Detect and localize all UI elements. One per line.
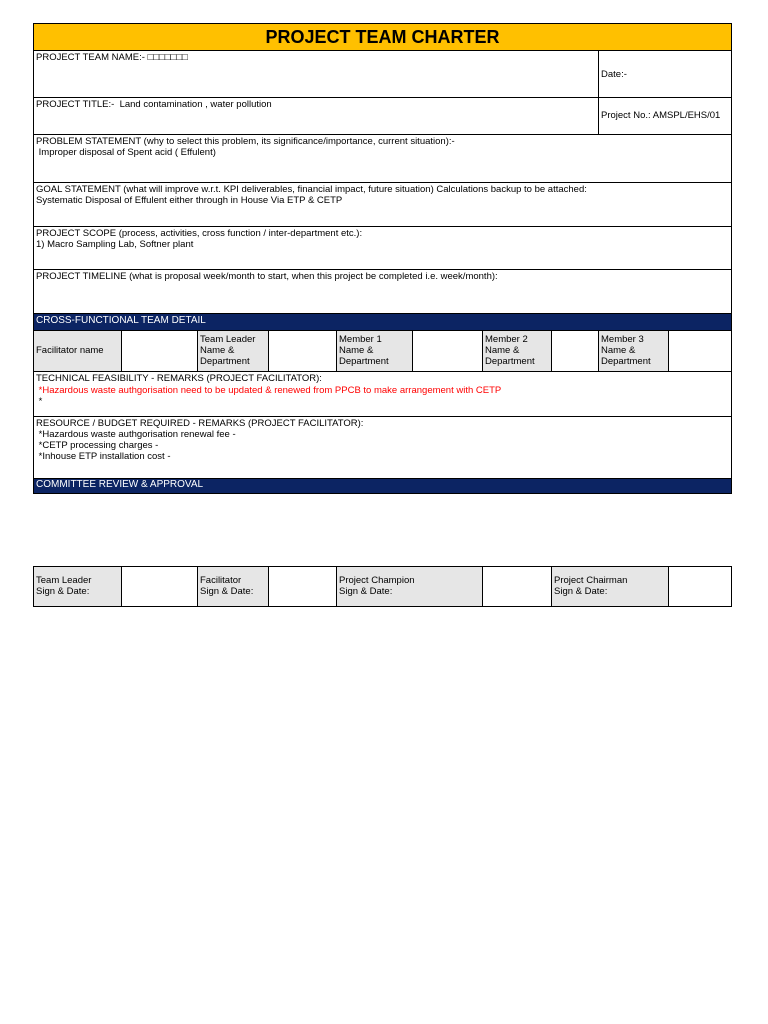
team-leader-signature-field[interactable]	[121, 566, 198, 607]
resource-budget-cell[interactable]	[33, 416, 732, 479]
project-title-label: PROJECT TITLE:- Land contamination , water pollution	[36, 99, 272, 110]
champion-sign-label: Project Champion Sign & Date:	[339, 575, 415, 597]
date-cell[interactable]	[598, 50, 732, 98]
problem-statement-text: PROBLEM STATEMENT (why to select this problem, its significance/importance, current situation):- Improper disposal of Spent acid ( Effulent)	[36, 136, 455, 158]
technical-feasibility-cell[interactable]	[33, 371, 732, 417]
facilitator-signature-field[interactable]	[268, 566, 337, 607]
team-leader-label-cell	[197, 330, 269, 372]
team-leader-label: Team Leader Name & Department	[200, 334, 256, 367]
member1-name-field[interactable]	[412, 330, 483, 372]
goal-statement-cell[interactable]	[33, 182, 732, 227]
facilitator-label: Facilitator name	[36, 345, 104, 356]
project-scope-cell[interactable]	[33, 226, 732, 270]
goal-statement-text: GOAL STATEMENT (what will improve w.r.t. KPI deliverables, financial impact, future situation) Calculations backup to be attached: Systematic Disposal of Effulent either through in House Via ETP & CETP	[36, 184, 587, 206]
project-timeline-cell[interactable]	[33, 269, 732, 314]
team-leader-sign-label-cell	[33, 566, 122, 607]
member2-label: Member 2 Name & Department	[485, 334, 535, 367]
facilitator-sign-label-cell	[197, 566, 269, 607]
member1-label-cell	[336, 330, 413, 372]
project-number-cell[interactable]	[598, 97, 732, 135]
project-number-label: Project No.: AMSPL/EHS/01	[601, 110, 721, 121]
resource-budget-text: RESOURCE / BUDGET REQUIRED - REMARKS (PROJECT FACILITATOR): *Hazardous waste authgorisation renewal fee - *CETP processing charges - *Inhouse ETP installation cost -	[36, 418, 364, 462]
project-title-cell[interactable]	[33, 97, 599, 135]
team-leader-name-field[interactable]	[268, 330, 337, 372]
member2-name-field[interactable]	[551, 330, 599, 372]
team-name-cell[interactable]	[33, 50, 599, 98]
member1-label: Member 1 Name & Department	[339, 334, 389, 367]
technical-feasibility-remark: *Hazardous waste authgorisation need to be updated & renewed from PPCB to make arrangement with CETP	[36, 385, 502, 396]
cross-functional-header: CROSS-FUNCTIONAL TEAM DETAIL	[33, 313, 732, 331]
facilitator-sign-label: Facilitator Sign & Date:	[200, 575, 254, 597]
committee-review-header: COMMITTEE REVIEW & APPROVAL	[33, 478, 732, 494]
champion-signature-field[interactable]	[482, 566, 552, 607]
chairman-sign-label: Project Chairman Sign & Date:	[554, 575, 628, 597]
technical-feasibility-heading: TECHNICAL FEASIBILITY - REMARKS (PROJECT FACILITATOR):	[36, 373, 322, 384]
technical-feasibility-remark-2: *	[36, 396, 43, 407]
date-label: Date:-	[601, 69, 627, 80]
team-name-label: PROJECT TEAM NAME:- □□□□□□□	[36, 52, 188, 63]
member3-label-cell	[598, 330, 669, 372]
project-timeline-text: PROJECT TIMELINE (what is proposal week/month to start, when this project be completed i.e. week/month):	[36, 271, 498, 282]
facilitator-label-cell	[33, 330, 122, 372]
page-title: PROJECT TEAM CHARTER	[33, 23, 732, 51]
member3-label: Member 3 Name & Department	[601, 334, 651, 367]
member3-name-field[interactable]	[668, 330, 732, 372]
facilitator-name-field[interactable]	[121, 330, 198, 372]
problem-statement-cell[interactable]	[33, 134, 732, 183]
chairman-signature-field[interactable]	[668, 566, 732, 607]
champion-sign-label-cell	[336, 566, 483, 607]
member2-label-cell	[482, 330, 552, 372]
project-scope-text: PROJECT SCOPE (process, activities, cross function / inter-department etc.): 1) Macro Sampling Lab, Softner plant	[36, 228, 363, 250]
chairman-sign-label-cell	[551, 566, 669, 607]
team-leader-sign-label: Team Leader Sign & Date:	[36, 575, 92, 597]
